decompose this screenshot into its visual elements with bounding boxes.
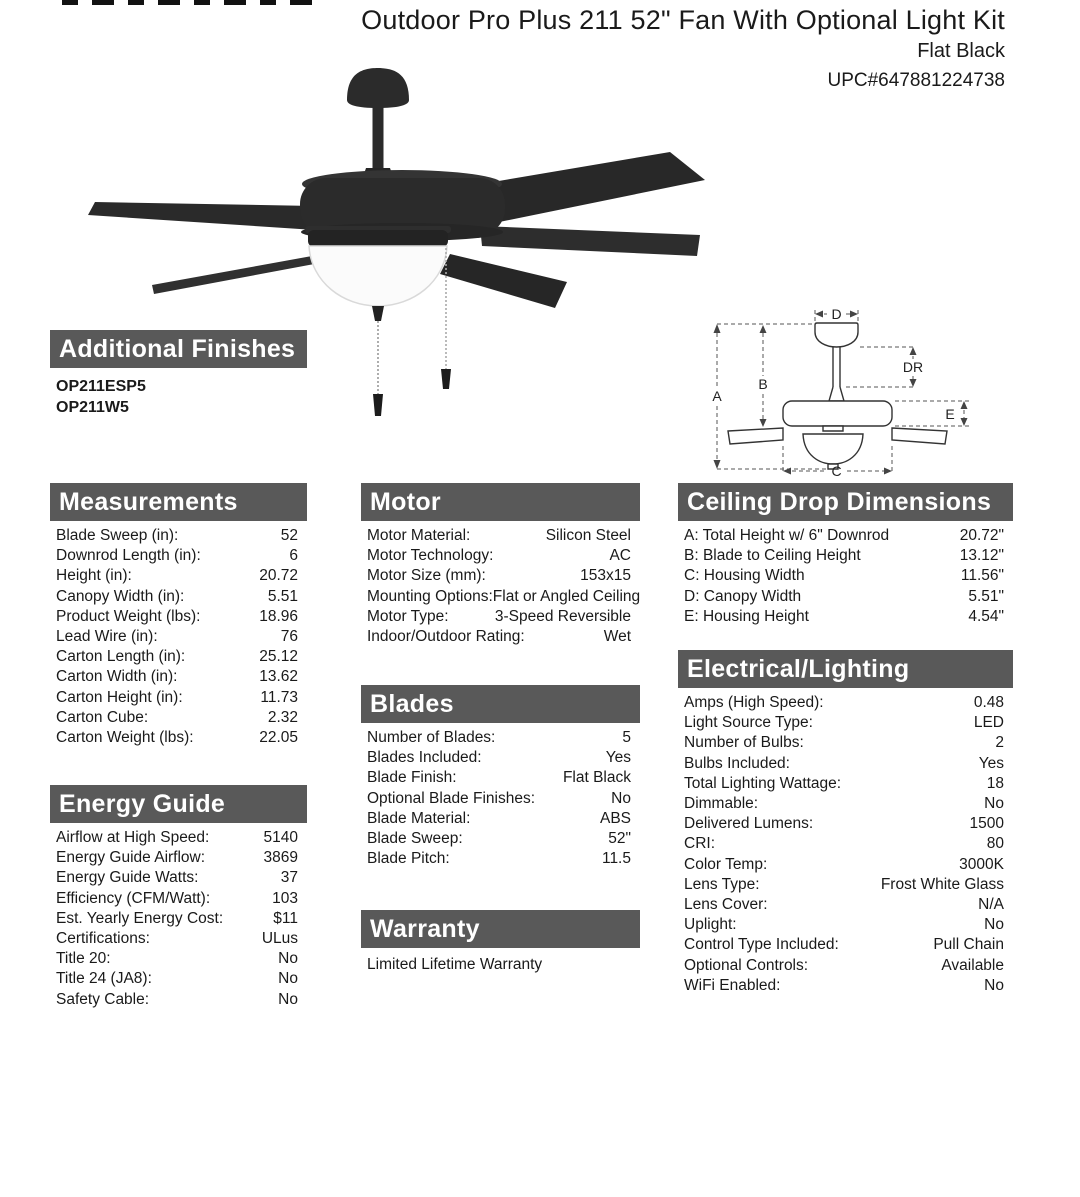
spec-label: Certifications: — [56, 930, 150, 948]
spec-label: Carton Weight (lbs): — [56, 729, 194, 747]
spec-label: Mounting Options: — [367, 587, 493, 605]
spec-value: 52 — [280, 527, 298, 544]
warranty-section — [361, 910, 640, 975]
spec-value: ABS — [599, 809, 631, 827]
spec-value: Frost White Glass — [880, 875, 1004, 893]
spec-row — [684, 754, 1004, 774]
energy-guide-section — [50, 785, 307, 1010]
ceiling-drop-header: Ceiling Drop Dimensions — [678, 483, 1013, 521]
spec-label: Title 24 (JA8): — [56, 970, 152, 988]
spec-label: C: Housing Width — [684, 567, 805, 585]
dim-label-b: B — [758, 376, 768, 392]
diagram-yoke — [829, 387, 844, 401]
spec-row — [367, 526, 631, 546]
spec-row — [684, 834, 1004, 854]
spec-value: N/A — [978, 896, 1004, 914]
warranty-text: Limited Lifetime Warranty — [367, 956, 543, 973]
dim-label-c: C — [831, 463, 842, 479]
diagram-blade-left — [728, 428, 783, 444]
spec-row — [684, 895, 1004, 915]
spec-label: Blade Pitch: — [367, 850, 450, 868]
spec-value: 5.51" — [968, 587, 1004, 605]
spec-row — [56, 708, 298, 728]
spec-value: $11 — [273, 909, 298, 927]
spec-value: 11.5 — [601, 850, 631, 868]
spec-value: No — [984, 976, 1004, 994]
spec-value: 11.73 — [260, 688, 298, 706]
spec-row — [684, 693, 1004, 713]
spec-label: Lens Cover: — [684, 896, 768, 914]
spec-label: Bulbs Included: — [684, 754, 790, 772]
spec-label: Motor Technology: — [367, 547, 494, 565]
fan-blade — [152, 254, 325, 294]
additional-finishes-header: Additional Finishes — [50, 330, 307, 368]
spec-row — [56, 546, 298, 566]
dim-d — [815, 306, 858, 322]
spec-row — [684, 956, 1004, 976]
spec-label: Efficiency (CFM/Watt): — [56, 889, 211, 907]
spec-value: Yes — [605, 749, 631, 767]
spec-row — [367, 546, 631, 566]
spec-label: Dimmable: — [684, 795, 759, 813]
spec-row — [367, 849, 631, 869]
spec-row — [684, 915, 1004, 935]
spec-value: 2 — [995, 734, 1004, 752]
spec-label: Lens Type: — [684, 875, 760, 893]
fan-blade — [88, 202, 315, 230]
dim-label-d: D — [831, 306, 842, 322]
fan-blade — [480, 226, 700, 256]
spec-row — [56, 889, 298, 909]
spec-row — [684, 855, 1004, 875]
spec-row — [56, 607, 298, 627]
measurements-rows — [50, 526, 307, 748]
spec-row — [367, 829, 631, 849]
spec-label: Uplight: — [684, 916, 737, 934]
spec-row — [56, 667, 298, 687]
spec-value: AC — [609, 547, 631, 565]
diagram-blade-right — [892, 428, 947, 444]
spec-label: Product Weight (lbs): — [56, 607, 201, 625]
spec-row — [684, 875, 1004, 895]
spec-label: Number of Bulbs: — [684, 734, 804, 752]
spec-value: LED — [973, 714, 1004, 732]
spec-label: Optional Controls: — [684, 956, 809, 974]
fan-glass-bowl — [309, 246, 447, 306]
spec-value: No — [984, 916, 1004, 934]
spec-label: Carton Cube: — [56, 708, 149, 726]
spec-label: Lead Wire (in): — [56, 628, 158, 646]
ceiling-drop-rows — [678, 526, 1013, 627]
motor-header: Motor — [361, 483, 640, 521]
spec-row — [56, 969, 298, 989]
spec-label: Energy Guide Airflow: — [56, 849, 206, 867]
spec-value: 52" — [608, 830, 631, 848]
spec-row — [56, 688, 298, 708]
ceiling-drop-diagram — [700, 288, 1000, 483]
spec-label: Airflow at High Speed: — [56, 829, 210, 846]
spec-row — [56, 929, 298, 949]
spec-row — [684, 976, 1004, 996]
spec-value: 80 — [986, 835, 1004, 853]
spec-value: 0.48 — [973, 694, 1004, 711]
spec-row — [367, 728, 631, 748]
spec-label: Motor Material: — [367, 527, 471, 544]
spec-row — [684, 566, 1004, 586]
spec-row — [684, 526, 1004, 546]
diagram-bowl — [803, 434, 863, 464]
dim-b — [758, 325, 767, 427]
additional-finishes-section — [50, 330, 307, 418]
spec-row — [684, 607, 1004, 627]
spec-row — [56, 397, 298, 418]
spec-value: No — [278, 990, 298, 1008]
spec-row — [684, 935, 1004, 955]
spec-row — [684, 814, 1004, 834]
blades-rows — [361, 728, 640, 869]
spec-value: Silicon Steel — [545, 527, 631, 544]
spec-label: Control Type Included: — [684, 936, 839, 954]
spec-value: Yes — [978, 754, 1004, 772]
ceiling-drop-section — [678, 483, 1013, 627]
spec-value: No — [278, 970, 298, 988]
spec-label: Safety Cable: — [56, 990, 150, 1008]
additional-finishes-list — [50, 376, 307, 418]
spec-row — [367, 789, 631, 809]
spec-label: Carton Height (in): — [56, 688, 183, 706]
spec-label: B: Blade to Ceiling Height — [684, 547, 861, 565]
spec-label: CRI: — [684, 835, 715, 853]
spec-row — [684, 774, 1004, 794]
spec-value: ULus — [261, 930, 298, 948]
spec-row — [56, 526, 298, 546]
spec-label: Blade Sweep (in): — [56, 527, 179, 544]
energy-guide-rows — [50, 828, 307, 1010]
list-item-text: OP211ESP5 — [56, 378, 146, 395]
motor-rows — [361, 526, 640, 647]
spec-label: Total Lighting Wattage: — [684, 774, 842, 792]
spec-label: Blade Finish: — [367, 769, 457, 787]
spec-row — [56, 587, 298, 607]
measurements-section — [50, 483, 307, 748]
spec-value: Flat or Angled Ceiling — [492, 587, 641, 605]
spec-row — [56, 990, 298, 1010]
spec-value: 4.54" — [968, 607, 1004, 625]
spec-row — [684, 733, 1004, 753]
spec-value: 22.05 — [259, 729, 298, 747]
spec-row — [367, 809, 631, 829]
spec-row — [367, 587, 641, 607]
spec-label: Number of Blades: — [367, 729, 496, 746]
spec-label: Downrod Length (in): — [56, 547, 201, 565]
dim-label-e: E — [945, 406, 955, 422]
spec-value: 6 — [289, 547, 298, 565]
spec-value: Flat Black — [562, 769, 631, 787]
spec-row — [684, 794, 1004, 814]
spec-label: Carton Length (in): — [56, 648, 186, 666]
electrical-lighting-rows — [678, 693, 1013, 996]
spec-row — [56, 647, 298, 667]
spec-label: A: Total Height w/ 6" Downrod — [684, 527, 890, 544]
diagram-bowl-neck — [823, 426, 843, 431]
blades-header: Blades — [361, 685, 640, 723]
spec-label: Energy Guide Watts: — [56, 869, 199, 887]
spec-value: No — [984, 795, 1004, 813]
spec-label: Optional Blade Finishes: — [367, 789, 536, 807]
diagram-canopy — [815, 323, 858, 347]
spec-value: 37 — [280, 869, 298, 887]
spec-value: 13.12" — [959, 547, 1004, 565]
spec-row — [56, 848, 298, 868]
spec-label: Est. Yearly Energy Cost: — [56, 909, 224, 927]
spec-label: Blade Sweep: — [367, 830, 463, 848]
spec-row — [367, 627, 631, 647]
spec-label: Carton Width (in): — [56, 668, 178, 686]
fan-finial — [372, 306, 384, 321]
spec-row — [56, 949, 298, 969]
spec-value: 3-Speed Reversible — [494, 607, 631, 625]
dim-label-dr: DR — [902, 359, 924, 375]
spec-row — [56, 376, 298, 397]
blades-section — [361, 685, 640, 869]
dim-e — [895, 401, 971, 426]
page-title: Outdoor Pro Plus 211 52" Fan With Optional Light Kit — [361, 5, 1005, 35]
spec-value: 18.96 — [259, 607, 298, 625]
spec-row — [56, 728, 298, 748]
spec-label: E: Housing Height — [684, 607, 809, 625]
spec-value: 25.12 — [259, 648, 298, 666]
spec-label: Blades Included: — [367, 749, 482, 767]
spec-label: Amps (High Speed): — [684, 694, 824, 711]
spec-label: Canopy Width (in): — [56, 587, 185, 605]
spec-value: No — [611, 789, 631, 807]
electrical-lighting-section — [678, 650, 1013, 996]
spec-row — [684, 546, 1004, 566]
spec-value: 153x15 — [580, 567, 631, 585]
spec-value: 103 — [272, 889, 298, 907]
spec-label: Motor Size (mm): — [367, 567, 486, 585]
spec-label: Color Temp: — [684, 855, 768, 873]
spec-row — [56, 566, 298, 586]
spec-value: 18 — [986, 774, 1004, 792]
spec-value: 5.51 — [267, 587, 298, 605]
measurements-header: Measurements — [50, 483, 307, 521]
spec-label: Title 20: — [56, 950, 111, 968]
spec-row — [56, 868, 298, 888]
spec-value: 11.56" — [960, 567, 1004, 585]
pull-chain-fob — [441, 369, 451, 389]
fan-canopy — [347, 68, 409, 108]
spec-label: D: Canopy Width — [684, 587, 802, 605]
spec-row — [367, 748, 631, 768]
spec-label: Motor Type: — [367, 607, 449, 625]
dim-dr — [846, 347, 923, 387]
upc-code: UPC#647881224738 — [827, 70, 1005, 91]
spec-row — [684, 587, 1004, 607]
dim-label-a: A — [712, 388, 722, 404]
motor-section — [361, 483, 640, 647]
spec-label: Height (in): — [56, 567, 132, 585]
spec-row — [367, 566, 631, 586]
spec-row — [367, 768, 631, 788]
spec-value: 1500 — [969, 815, 1004, 833]
diagram-housing — [783, 401, 892, 426]
spec-value: 5 — [622, 729, 631, 746]
spec-row — [684, 713, 1004, 733]
fan-downrod — [373, 106, 384, 170]
pull-chain-fob — [373, 394, 383, 416]
spec-value: 2.32 — [267, 708, 298, 726]
fan-blade — [440, 254, 567, 308]
spec-row — [56, 828, 298, 848]
electrical-lighting-header: Electrical/Lighting — [678, 650, 1013, 688]
spec-value: Available — [941, 956, 1004, 974]
list-item-text: OP211W5 — [56, 399, 129, 416]
fan-bowl-rim — [308, 230, 448, 247]
spec-label: WiFi Enabled: — [684, 976, 781, 994]
finish-subtitle: Flat Black — [917, 40, 1005, 62]
energy-guide-header: Energy Guide — [50, 785, 307, 823]
spec-row — [56, 627, 298, 647]
spec-value: 5140 — [263, 829, 298, 846]
spec-value: Pull Chain — [933, 936, 1004, 954]
spec-value: Wet — [603, 628, 631, 646]
spec-value: 20.72 — [259, 567, 298, 585]
spec-value: 20.72" — [959, 527, 1004, 544]
spec-label: Indoor/Outdoor Rating: — [367, 628, 525, 646]
spec-value: 3000K — [959, 855, 1004, 873]
spec-label: Delivered Lumens: — [684, 815, 814, 833]
spec-row — [367, 607, 631, 627]
warranty-header: Warranty — [361, 910, 640, 948]
spec-value: 3869 — [263, 849, 298, 867]
spec-value: No — [278, 950, 298, 968]
spec-value: 13.62 — [259, 668, 298, 686]
spec-label: Light Source Type: — [684, 714, 813, 732]
spec-row — [56, 909, 298, 929]
spec-label: Blade Material: — [367, 809, 471, 827]
spec-value: 76 — [280, 628, 298, 646]
